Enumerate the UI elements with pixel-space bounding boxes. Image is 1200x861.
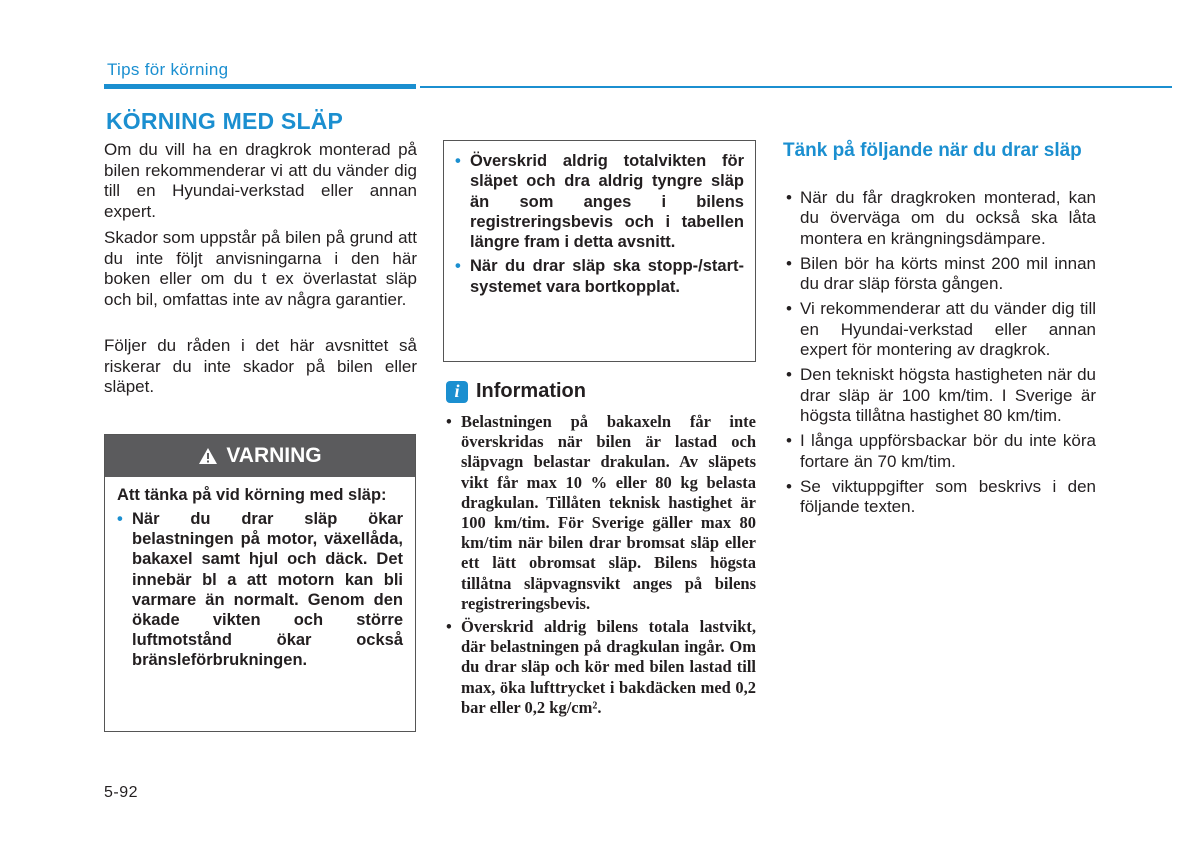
bullet-icon: • xyxy=(786,253,792,273)
tip-item: • Vi rekommenderar att du vänder dig till en Hyundai-verkstad eller annan expert för montering av dragkrok. xyxy=(786,299,1096,360)
intro-paragraph: Följer du råden i det här avsnittet så riskerar du inte skador på bilen eller släpet. xyxy=(104,336,417,396)
information-list xyxy=(446,412,756,721)
warning-item: • När du drar släp ska stopp-/start-systemet vara bortkopplat. xyxy=(455,257,744,296)
bullet-icon: • xyxy=(786,365,792,385)
tip-item: • Den tekniskt högsta hastigheten när du drar släp är 100 km/tim. I Sverige är högsta tillåtna hastighet 80 km/tim. xyxy=(786,365,1096,425)
warning-list xyxy=(117,509,403,671)
information-item: • Överskrid aldrig bilens totala lastvikt, där belastningen på dragkulan ingår. Om du drar släp och kör med bilen lastad till max, öka lufttrycket i bakdäcken med 0,2 bar eller 0,2 kg/cm². xyxy=(446,617,756,717)
warning-continued-box xyxy=(443,140,756,362)
tip-item: • I långa uppförsbackar bör du inte köra fortare än 70 km/tim. xyxy=(786,431,1096,471)
info-icon: i xyxy=(446,381,468,403)
page-title: KÖRNING MED SLÄP xyxy=(106,108,344,134)
bullet-icon: • xyxy=(446,617,452,637)
bullet-icon: • xyxy=(786,476,792,496)
subheading: Tänk på följande när du drar släp xyxy=(783,140,1082,161)
information-header xyxy=(446,380,586,403)
section-label: Tips för körning xyxy=(107,60,229,79)
bullet-icon: • xyxy=(446,412,452,431)
tip-item: • Bilen bör ha körts minst 200 mil innan du drar släp första gången. xyxy=(786,253,1096,294)
warning-box xyxy=(104,434,416,732)
bullet-icon: • xyxy=(117,510,123,528)
header-rule-thick xyxy=(104,84,416,89)
bullet-icon: • xyxy=(455,152,461,170)
warning-lead: Att tänka på vid körning med släp: xyxy=(117,486,387,504)
intro-paragraph: Om du vill ha en dragkrok monterad på bilen rekommenderar vi att du vänder dig till en Hyundai-verkstad eller annan expert. xyxy=(104,140,417,221)
tip-item: • Se viktuppgifter som beskrivs i den följande texten. xyxy=(786,476,1096,517)
warning-continued-list xyxy=(455,151,744,297)
page-number: 5-92 xyxy=(104,784,139,801)
warning-label: VARNING xyxy=(226,444,322,467)
information-item: • Belastningen på bakaxeln får inte överskridas när bilen är lastad och släpvagn belastar drakulan. Av släpets vikt får max 10 % eller 80 kg belasta dragkulan. Tillåten teknisk hastighet är 100 km/tim. För Sverige gäller max 80 km/tim när bilen drar bromsat släp eller ett lätt obromsat släp. Bilens högsta tillåtna släpvagnsvikt anges på bilens registreringsbevis. xyxy=(446,412,756,613)
warning-item: • Överskrid aldrig totalvikten för släpet och dra aldrig tyngre släp än som anges i bilens registreringsbevis och i tabellen längre fram i detta avsnitt. xyxy=(455,152,744,252)
tips-list xyxy=(786,188,1096,522)
tip-item: • När du får dragkroken monterad, kan du överväga om du också ska låta montera en krängningsdämpare. xyxy=(786,188,1096,248)
warning-header xyxy=(105,435,415,477)
bullet-icon: • xyxy=(455,257,461,276)
warning-item: • När du drar släp ökar belastningen på motor, växellåda, bakaxel samt hjul och däck. Det innebär bl a att motorn kan bli varmare än normalt. Genom den ökade vikten och större luftmotstånd ökar också bränsleförbrukningen. xyxy=(117,510,403,670)
intro-column xyxy=(104,140,417,404)
header-rule-thin xyxy=(420,86,1172,88)
warning-body xyxy=(105,477,415,671)
information-title: Information xyxy=(476,380,586,402)
warning-triangle-icon xyxy=(198,447,218,465)
intro-paragraph: Skador som uppstår på bilen på grund att du inte följt anvisningarna i den här boken eller om du t ex överlastat släp och bil, omfattas inte av några garantier. xyxy=(104,228,417,309)
bullet-icon: • xyxy=(786,431,792,451)
bullet-icon: • xyxy=(786,299,792,319)
bullet-icon: • xyxy=(786,188,792,207)
